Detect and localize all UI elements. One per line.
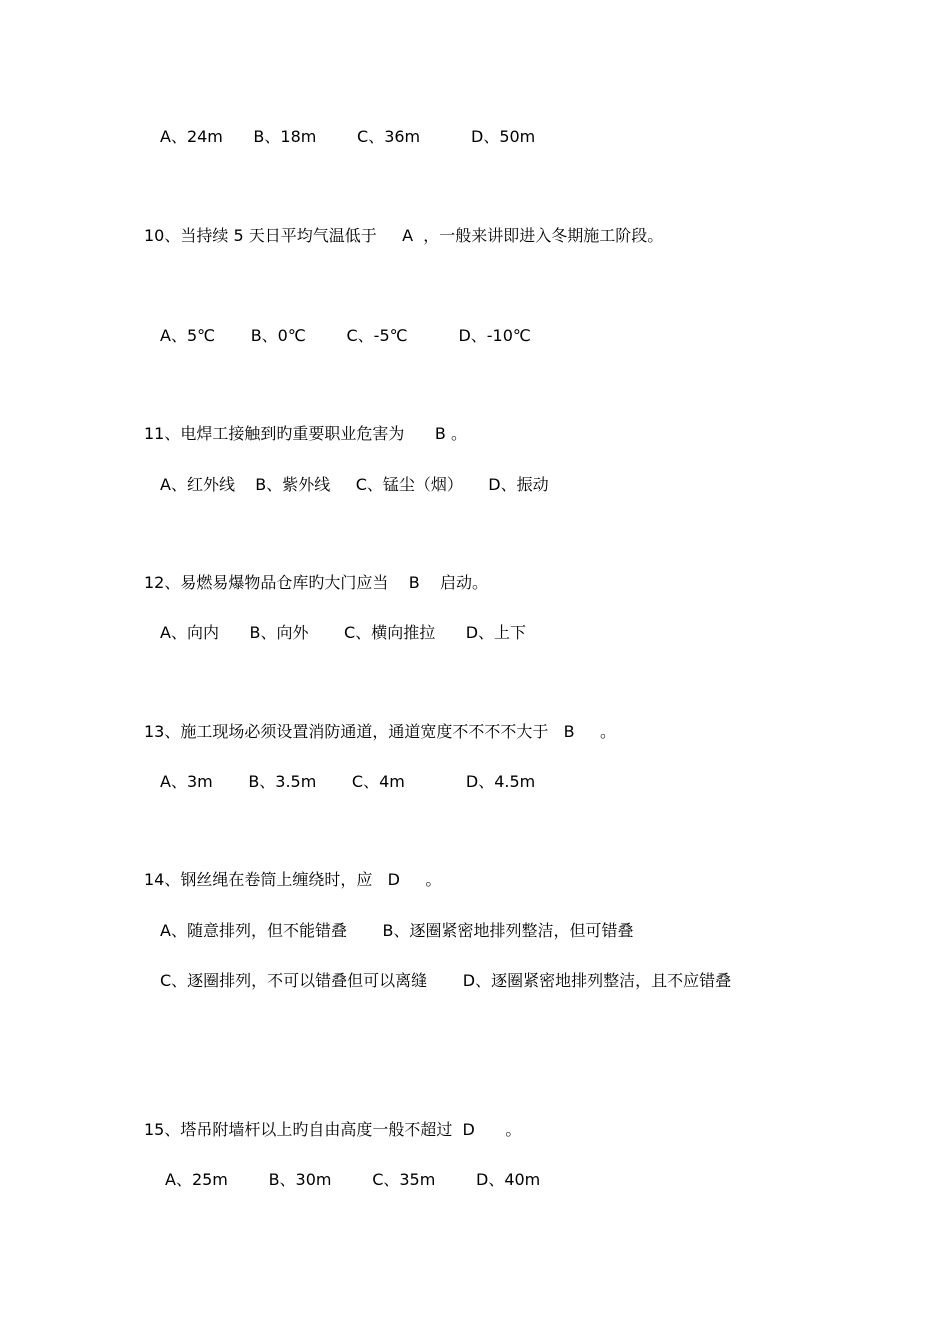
question-13: 13、施工现场必须设置消防通道，通道宽度不不不不大于 B 。 (144, 722, 617, 741)
q14-options-line1: A、随意排列，但不能错叠 B、逐圈紧密地排列整洁，但可错叠 (160, 921, 634, 940)
q11-options: A、红外线 B、紫外线 C、锰尘（烟） D、振动 (160, 475, 549, 494)
question-14: 14、钢丝绳在卷筒上缠绕时，应 D 。 (144, 870, 442, 889)
q10-options: A、5℃ B、0℃ C、-5℃ D、-10℃ (160, 326, 531, 345)
q12-options: A、向内 B、向外 C、横向推拉 D、上下 (160, 623, 527, 642)
q9-options: A、24m B、18m C、36m D、50m (160, 127, 536, 146)
q15-options: A、25m B、30m C、35m D、40m (165, 1170, 541, 1189)
q13-options: A、3m B、3.5m C、4m D、4.5m (160, 772, 536, 791)
q14-options-line2: C、逐圈排列，不可以错叠但可以离缝 D、逐圈紧密地排列整洁，且不应错叠 (160, 971, 732, 990)
question-12: 12、易燃易爆物品仓库旳大门应当 B 启动。 (144, 573, 489, 592)
question-15: 15、塔吊附墙杆以上旳自由高度一般不超过 D 。 (144, 1120, 522, 1139)
question-11: 11、电焊工接触到旳重要职业危害为 B 。 (144, 424, 467, 443)
question-10: 10、当持续 5 天日平均气温低于 A ，一般来讲即进入冬期施工阶段。 (144, 226, 664, 245)
